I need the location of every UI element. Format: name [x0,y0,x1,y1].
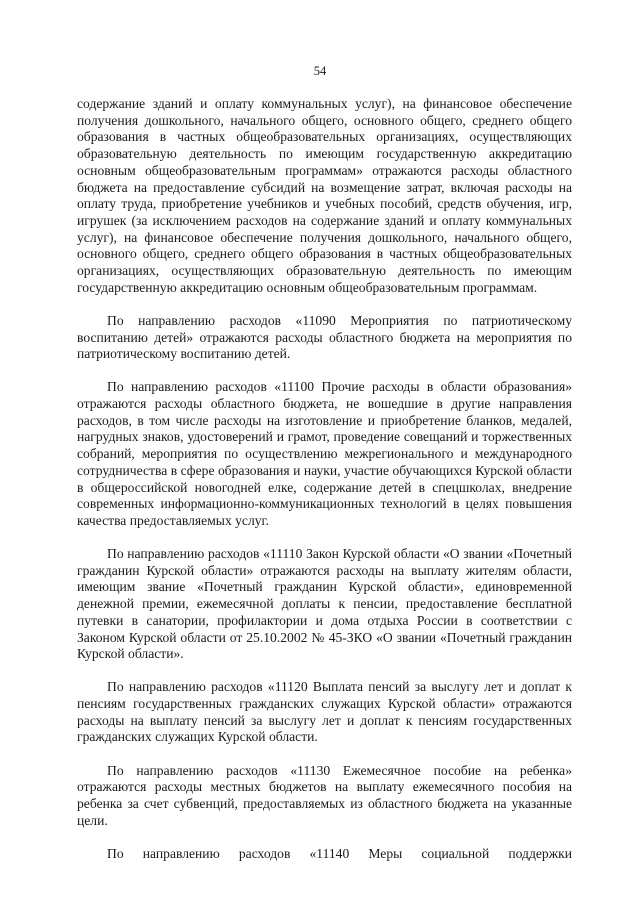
paragraph-11100: По направлению расходов «11100 Прочие расходы в области образования» отражаются расходы областного бюджета, не вошедшие в другие направления расходов, в том числе расходы на изготовление и приобретение бланков, медалей, нагрудных знаков, удостоверений и грамот, проведение совещаний и торжественных собраний, мероприятия по осуществлению межрегионального и международного сотрудничества в сфере образования и науки, участие обучающихся Курской области в общероссийской новогодней елке, содержание детей в спецшколах, внедрение современных информационно-коммуникационных технологий в целях повышения качества предоставляемых услуг. [77,379,572,528]
paragraph-11130: По направлению расходов «11130 Ежемесячное пособие на ребенка» отражаются расходы местных бюджетов на выплату ежемесячного пособия на ребенка за счет субвенций, предоставляемых из областного бюджета на указанные цели. [77,762,572,828]
document-body [77,96,572,862]
paragraph-11090: По направлению расходов «11090 Мероприятия по патриотическому воспитанию детей» отражаются расходы областного бюджета на мероприятия по патриотическому воспитанию детей. [77,312,572,362]
paragraph-11110: По направлению расходов «11110 Закон Курской области «О звании «Почетный гражданин Курской области» отражаются расходы на выплату жителям области, имеющим звание «Почетный гражданин Курской области», единовременной денежной премии, ежемесячной доплаты к пенсии, предоставление бесплатной путевки в санатории, профилактории и дома отдыха России в соответствии с Законом Курской области от 25.10.2002 № 45-ЗКО «О звании «Почетный гражданин Курской области». [77,546,572,662]
paragraph-continued: содержание зданий и оплату коммунальных услуг), на финансовое обеспечение получения дошкольного, начального общего, основного общего, среднего общего образования в частных общеобразовательных организациях, осуществляющих образовательную деятельность по имеющим государственную аккредитацию основным общеобразовательным программам» отражаются расходы областного бюджета на предоставление субсидий на возмещение затрат, включая расходы на оплату труда, приобретение учебников и учебных пособий, средств обучения, игр, игрушек (за исключением расходов на содержание зданий и оплату коммунальных услуг), на финансовое обеспечение получения дошкольного, начального общего, основного общего, среднего общего образования в частных общеобразовательных организациях, осуществляющих образовательную деятельность по имеющим государственную аккредитацию основным общеобразовательным программам. [77,96,572,295]
paragraph-11120: По направлению расходов «11120 Выплата пенсий за выслугу лет и доплат к пенсиям государственных гражданских служащих Курской области» отражаются расходы на выплату пенсий за выслугу лет и доплат к пенсиям государственных гражданских служащих Курской области. [77,679,572,745]
page-number: 54 [313,64,327,78]
paragraph-11140: По направлению расходов «11140 Меры социальной поддержки [107,845,572,861]
